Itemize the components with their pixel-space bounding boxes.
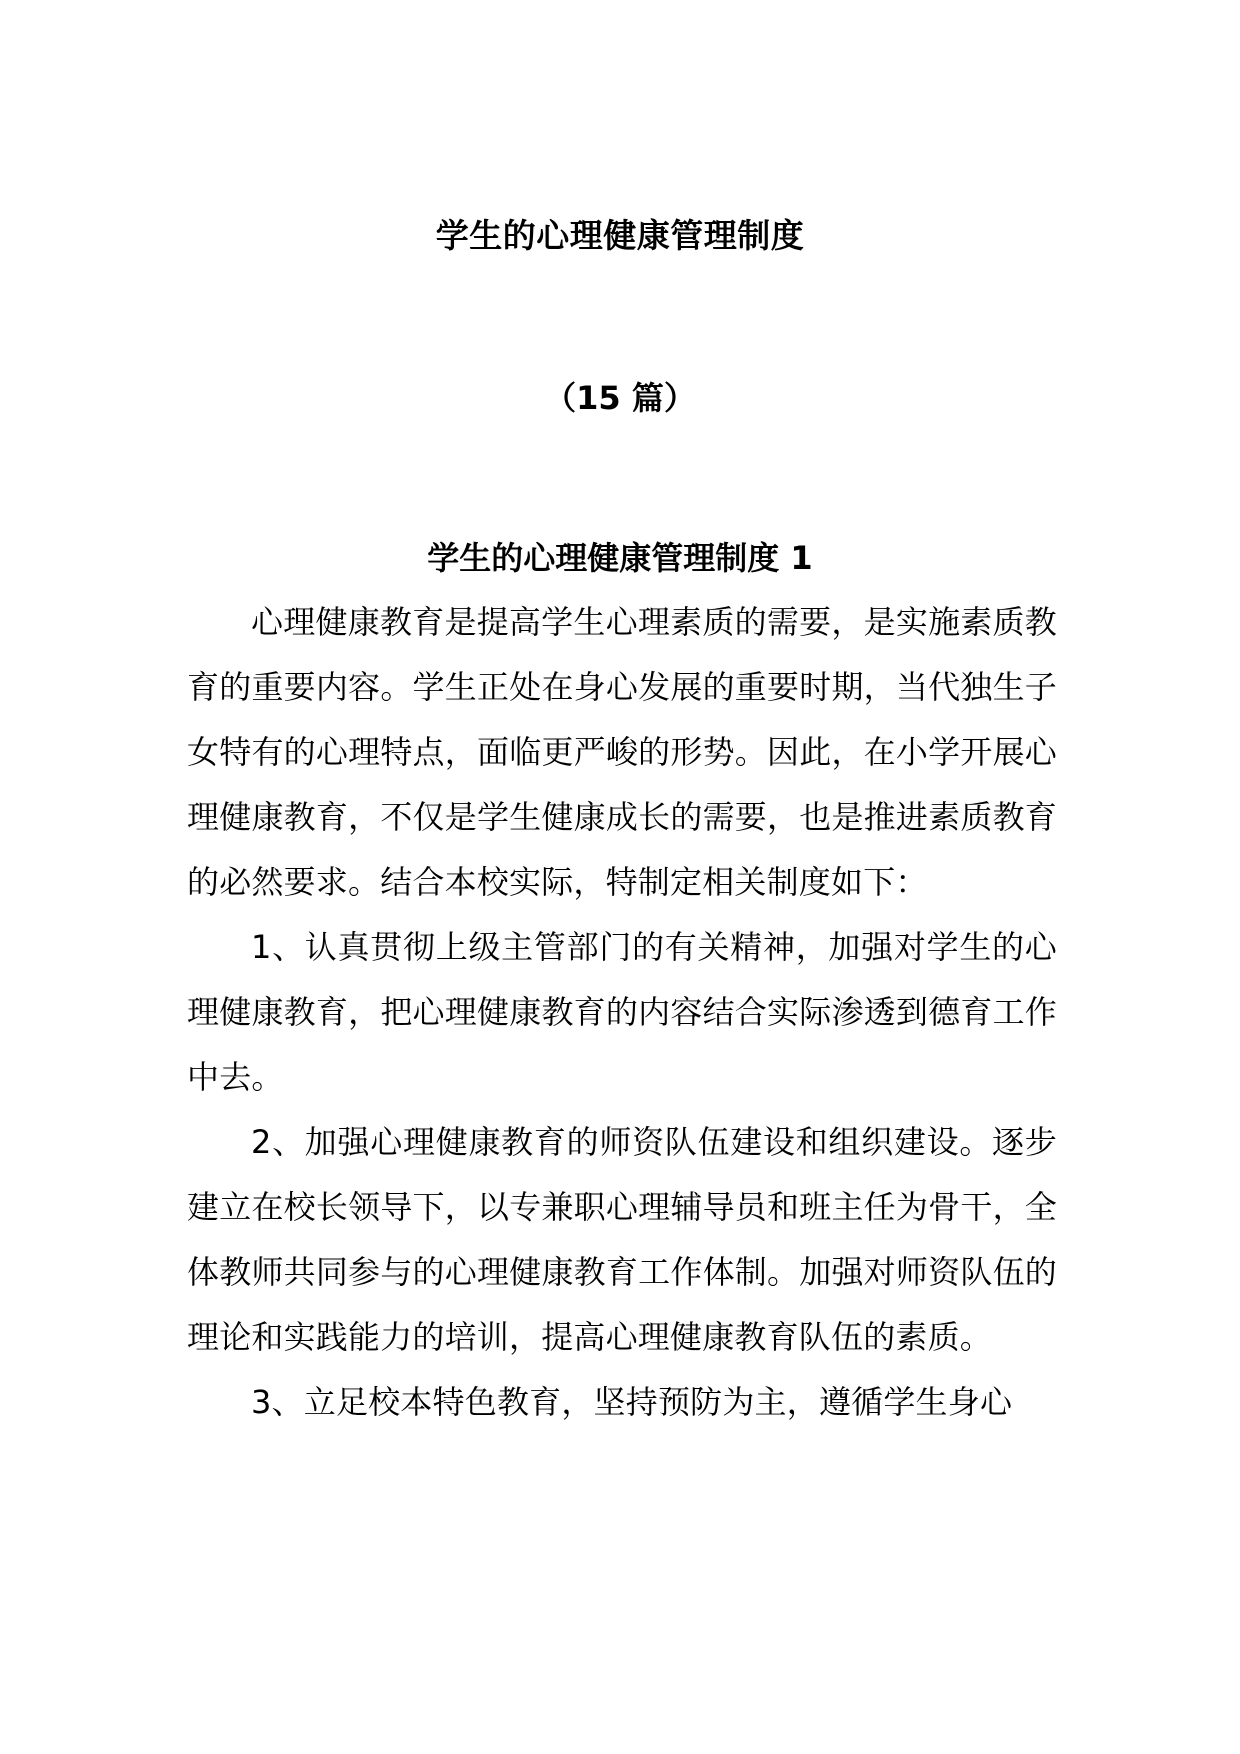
paragraph-item-1: 1、认真贯彻上级主管部门的有关精神，加强对学生的心理健康教育，把心理健康教育的内容结合实际渗透到德育工作中去。 bbox=[187, 928, 1057, 1096]
paragraph-item-3: 3、立足校本特色教育，坚持预防为主，遵循学生身心 bbox=[251, 1383, 1013, 1421]
document-title: 学生的心理健康管理制度 bbox=[435, 216, 805, 255]
body-text bbox=[187, 590, 1057, 1435]
section-heading: 学生的心理健康管理制度 1 bbox=[427, 539, 813, 577]
document-subtitle: （15 篇） bbox=[544, 379, 696, 417]
paragraph-intro: 心理健康教育是提高学生心理素质的需要，是实施素质教育的重要内容。学生正处在身心发展的重要时期，当代独生子女特有的心理特点，面临更严峻的形势。因此，在小学开展心理健康教育，不仅是学生健康成长的需要，也是推进素质教育的必然要求。结合本校实际，特制定相关制度如下： bbox=[187, 603, 1057, 901]
paragraph-item-2: 2、加强心理健康教育的师资队伍建设和组织建设。逐步建立在校长领导下，以专兼职心理辅导员和班主任为骨干，全体教师共同参与的心理健康教育工作体制。加强对师资队伍的理论和实践能力的培训，提高心理健康教育队伍的素质。 bbox=[187, 1123, 1057, 1356]
